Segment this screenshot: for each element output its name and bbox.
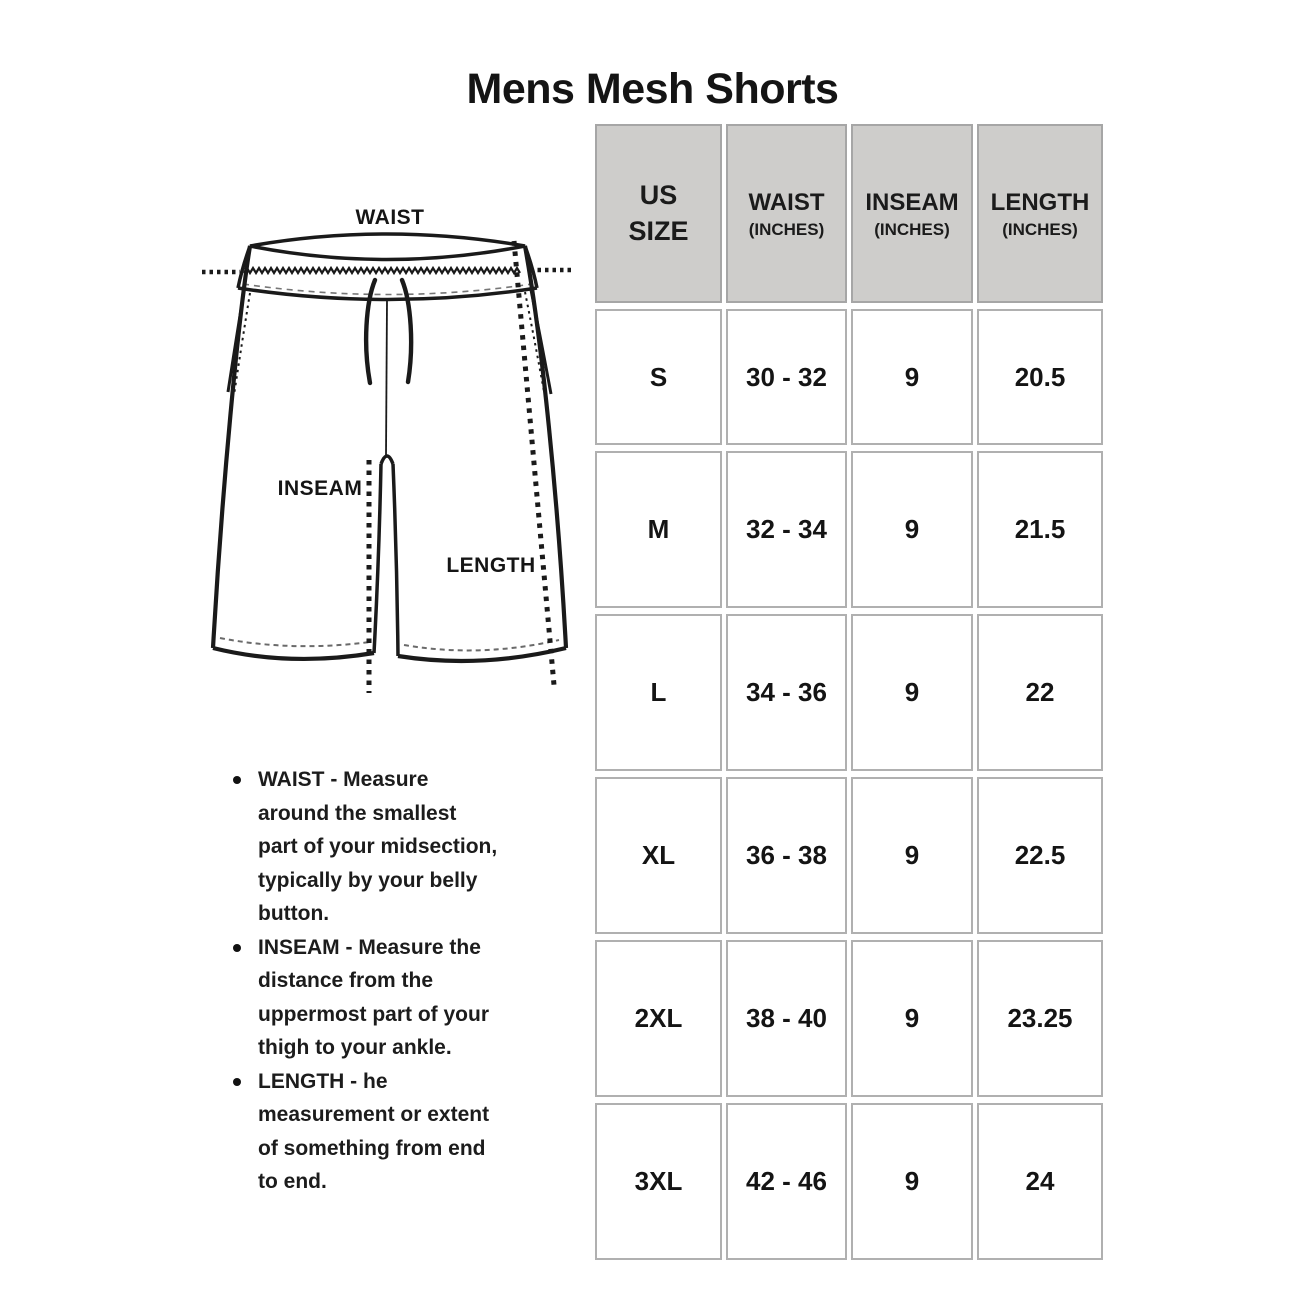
- row-s-inseam-cell: 9: [851, 309, 973, 445]
- header-waist: [726, 124, 847, 303]
- header-length: [977, 124, 1103, 303]
- row-l-waist-cell: 34 - 36: [726, 614, 847, 771]
- row-l-length-cell: 22: [977, 614, 1103, 771]
- row-2xl-size-cell: 2XL: [595, 940, 722, 1097]
- drawstring-left: [366, 280, 375, 383]
- row-xl-size-cell: XL: [595, 777, 722, 934]
- header-length-text: LENGTH: [990, 189, 1090, 217]
- header-us-size-text: US SIZE: [628, 180, 689, 246]
- row-2xl-length-cell: 23.25: [977, 940, 1103, 1097]
- right-pocket-seam: [531, 290, 551, 394]
- header-inseam-sub: (INCHES): [874, 219, 950, 239]
- row-s-waist-cell: 30 - 32: [726, 309, 847, 445]
- measurement-notes: [225, 763, 525, 1199]
- center-seam: [386, 300, 387, 456]
- row-s-size-cell: S: [595, 309, 722, 445]
- left-hem: [213, 648, 374, 659]
- shorts-line-drawing: [180, 190, 600, 720]
- shorts-diagram: [180, 190, 600, 720]
- row-m-waist-cell: 32 - 34: [726, 451, 847, 608]
- row-xl-waist-cell: 36 - 38: [726, 777, 847, 934]
- header-waist-sub: (INCHES): [748, 219, 825, 239]
- row-l-inseam-cell: 9: [851, 614, 973, 771]
- note-waist: WAIST - Measure around the smallest part of your midsection, typically by your belly button.: [225, 763, 500, 931]
- row-3xl-length-cell: 24: [977, 1103, 1103, 1260]
- row-xl-inseam-cell: 9: [851, 777, 973, 934]
- waist-label: WAIST: [355, 206, 425, 229]
- waistband-zigzag-elastic: [244, 268, 520, 273]
- row-m-inseam-cell: 9: [851, 451, 973, 608]
- row-m-size-cell: M: [595, 451, 722, 608]
- row-m-length-cell: 21.5: [977, 451, 1103, 608]
- right-hem-stitch: [404, 640, 559, 650]
- drawstring-right: [402, 280, 411, 382]
- header-inseam: [851, 124, 973, 303]
- size-table: [595, 124, 1103, 1260]
- header-us-size: [595, 124, 722, 303]
- right-hem: [398, 648, 566, 661]
- page-title: Mens Mesh Shorts: [466, 64, 839, 113]
- row-3xl-inseam-cell: 9: [851, 1103, 973, 1260]
- header-length-sub: (INCHES): [1002, 219, 1078, 239]
- crotch-curve: [381, 456, 393, 464]
- right-inner-seam: [393, 464, 398, 656]
- inseam-label: INSEAM: [277, 477, 363, 500]
- length-label: LENGTH: [446, 554, 536, 577]
- row-xl-length-cell: 22.5: [977, 777, 1103, 934]
- row-2xl-inseam-cell: 9: [851, 940, 973, 1097]
- left-hem-stitch: [220, 638, 370, 646]
- header-inseam-text: INSEAM: [865, 189, 959, 217]
- left-outer-seam: [213, 246, 250, 648]
- waistband-ellipse: [250, 234, 525, 260]
- note-inseam: INSEAM - Measure the distance from the uppermost part of your thigh to your ankle.: [225, 931, 500, 1065]
- row-2xl-waist-cell: 38 - 40: [726, 940, 847, 1097]
- row-3xl-size-cell: 3XL: [595, 1103, 722, 1260]
- row-s-length-cell: 20.5: [977, 309, 1103, 445]
- row-l-size-cell: L: [595, 614, 722, 771]
- note-length: LENGTH - he measurement or extent of something from end to end.: [225, 1065, 500, 1199]
- row-3xl-waist-cell: 42 - 46: [726, 1103, 847, 1260]
- header-waist-text: WAIST: [748, 189, 825, 217]
